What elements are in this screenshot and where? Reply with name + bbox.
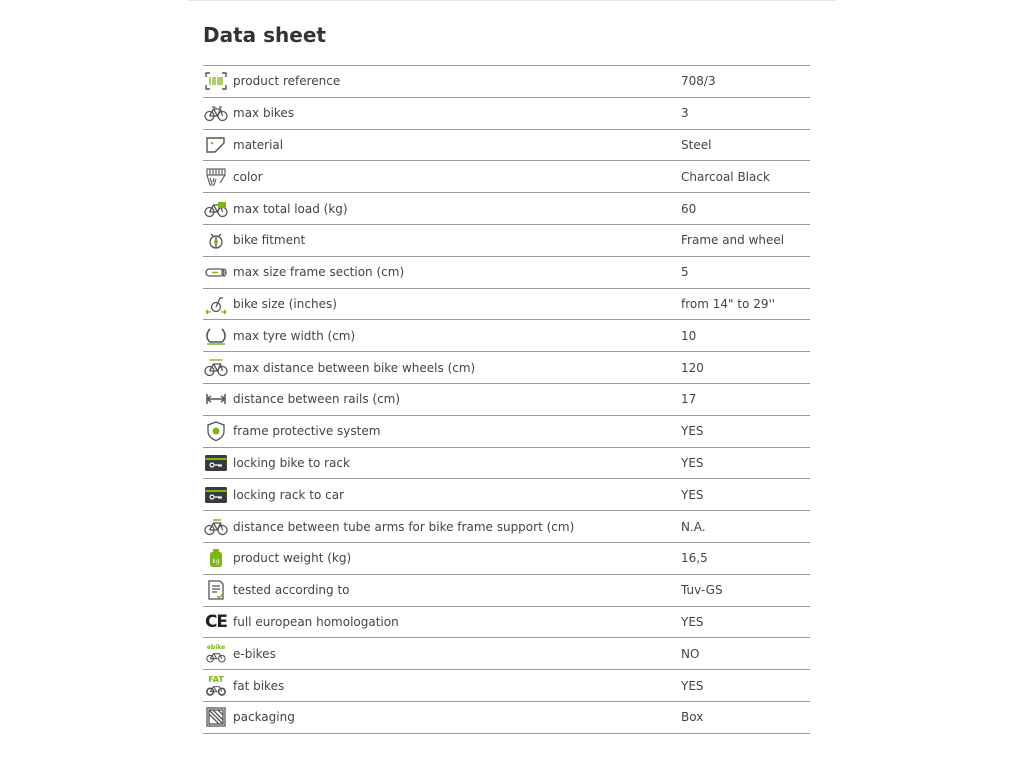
bike-load-icon — [203, 198, 229, 220]
row-label: locking rack to car — [233, 487, 344, 502]
row-label: material — [233, 137, 284, 152]
row-label: packaging — [233, 710, 295, 725]
table-row — [203, 607, 810, 639]
row-label: color — [233, 169, 263, 184]
table-row — [203, 670, 810, 702]
row-value: YES — [681, 455, 704, 470]
table-row — [203, 448, 810, 480]
bicycle-icon — [203, 102, 229, 124]
row-value: YES — [681, 424, 704, 439]
fat-bike-text: FAT — [208, 675, 224, 685]
row-label: product reference — [233, 74, 341, 89]
row-label: full european homologation — [233, 614, 399, 629]
table-row — [203, 352, 810, 384]
table-row — [203, 638, 810, 670]
row-value: 10 — [681, 328, 697, 343]
row-value: 60 — [681, 201, 697, 216]
table-row — [203, 320, 810, 352]
ce-mark-icon — [203, 611, 229, 633]
weight-icon — [203, 547, 229, 569]
row-value: YES — [681, 614, 704, 629]
row-label: fat bikes — [233, 678, 285, 693]
row-value: N.A. — [681, 519, 706, 534]
color-swatch-icon — [203, 166, 229, 188]
row-label: distance between tube arms for bike frame support (cm) — [233, 519, 575, 534]
lock-card-icon — [203, 452, 229, 474]
packaging-icon — [203, 706, 229, 728]
row-label: max tyre width (cm) — [233, 328, 356, 343]
row-label: bike fitment — [233, 233, 306, 248]
table-row — [203, 98, 810, 130]
row-value: 5 — [681, 265, 689, 280]
e-bike-icon — [203, 643, 229, 665]
frame-section-icon — [203, 261, 229, 283]
row-label: max size frame section (cm) — [233, 265, 405, 280]
table-row — [203, 193, 810, 225]
row-value: 120 — [681, 360, 704, 375]
table-row — [203, 384, 810, 416]
table-row — [203, 257, 810, 289]
table-row — [203, 479, 810, 511]
row-label: locking bike to rack — [233, 455, 350, 470]
table-row — [203, 416, 810, 448]
row-value: 3 — [681, 106, 689, 121]
row-label: max bikes — [233, 106, 295, 121]
bike-fitment-icon — [203, 229, 229, 251]
ce-mark-text: CE — [204, 611, 228, 632]
data-sheet-table — [203, 65, 810, 734]
table-row — [203, 161, 810, 193]
table-row — [203, 225, 810, 257]
material-icon — [203, 134, 229, 156]
certificate-icon — [203, 579, 229, 601]
svg-text:kg: kg — [212, 558, 220, 566]
table-row — [203, 289, 810, 321]
row-label: frame protective system — [233, 424, 381, 439]
table-row — [203, 543, 810, 575]
row-value: 708/3 — [681, 74, 716, 89]
page-title: Data sheet — [203, 23, 326, 47]
barcode-icon — [203, 70, 229, 92]
e-bike-text: ebike — [206, 644, 226, 652]
row-label: bike size (inches) — [233, 296, 337, 311]
table-row — [203, 130, 810, 162]
row-value: YES — [681, 487, 704, 502]
row-value: YES — [681, 678, 704, 693]
row-label: e-bikes — [233, 646, 276, 661]
table-row — [203, 702, 810, 734]
row-label: max total load (kg) — [233, 201, 348, 216]
row-value: Charcoal Black — [681, 169, 770, 184]
bike-wheels-icon — [203, 357, 229, 379]
row-label: tested according to — [233, 583, 350, 598]
row-label: product weight (kg) — [233, 551, 352, 566]
lock-card-icon — [203, 484, 229, 506]
row-label: distance between rails (cm) — [233, 392, 401, 407]
row-value: from 14" to 29'' — [681, 296, 776, 311]
table-row — [203, 66, 810, 98]
table-row — [203, 511, 810, 543]
bike-size-icon — [203, 293, 229, 315]
row-value: Frame and wheel — [681, 233, 785, 248]
row-label: max distance between bike wheels (cm) — [233, 360, 476, 375]
tyre-width-icon — [203, 325, 229, 347]
fat-bike-icon — [203, 675, 229, 697]
table-row — [203, 575, 810, 607]
row-value: 17 — [681, 392, 697, 407]
row-value: Box — [681, 710, 704, 725]
row-value: Steel — [681, 137, 712, 152]
row-value: 16,5 — [681, 551, 708, 566]
shield-icon — [203, 420, 229, 442]
data-sheet — [203, 20, 810, 734]
rail-distance-icon — [203, 388, 229, 410]
row-value: Tuv-GS — [681, 583, 723, 598]
top-divider — [188, 0, 836, 1]
bike-frame-support-icon — [203, 516, 229, 538]
row-value: NO — [681, 646, 700, 661]
